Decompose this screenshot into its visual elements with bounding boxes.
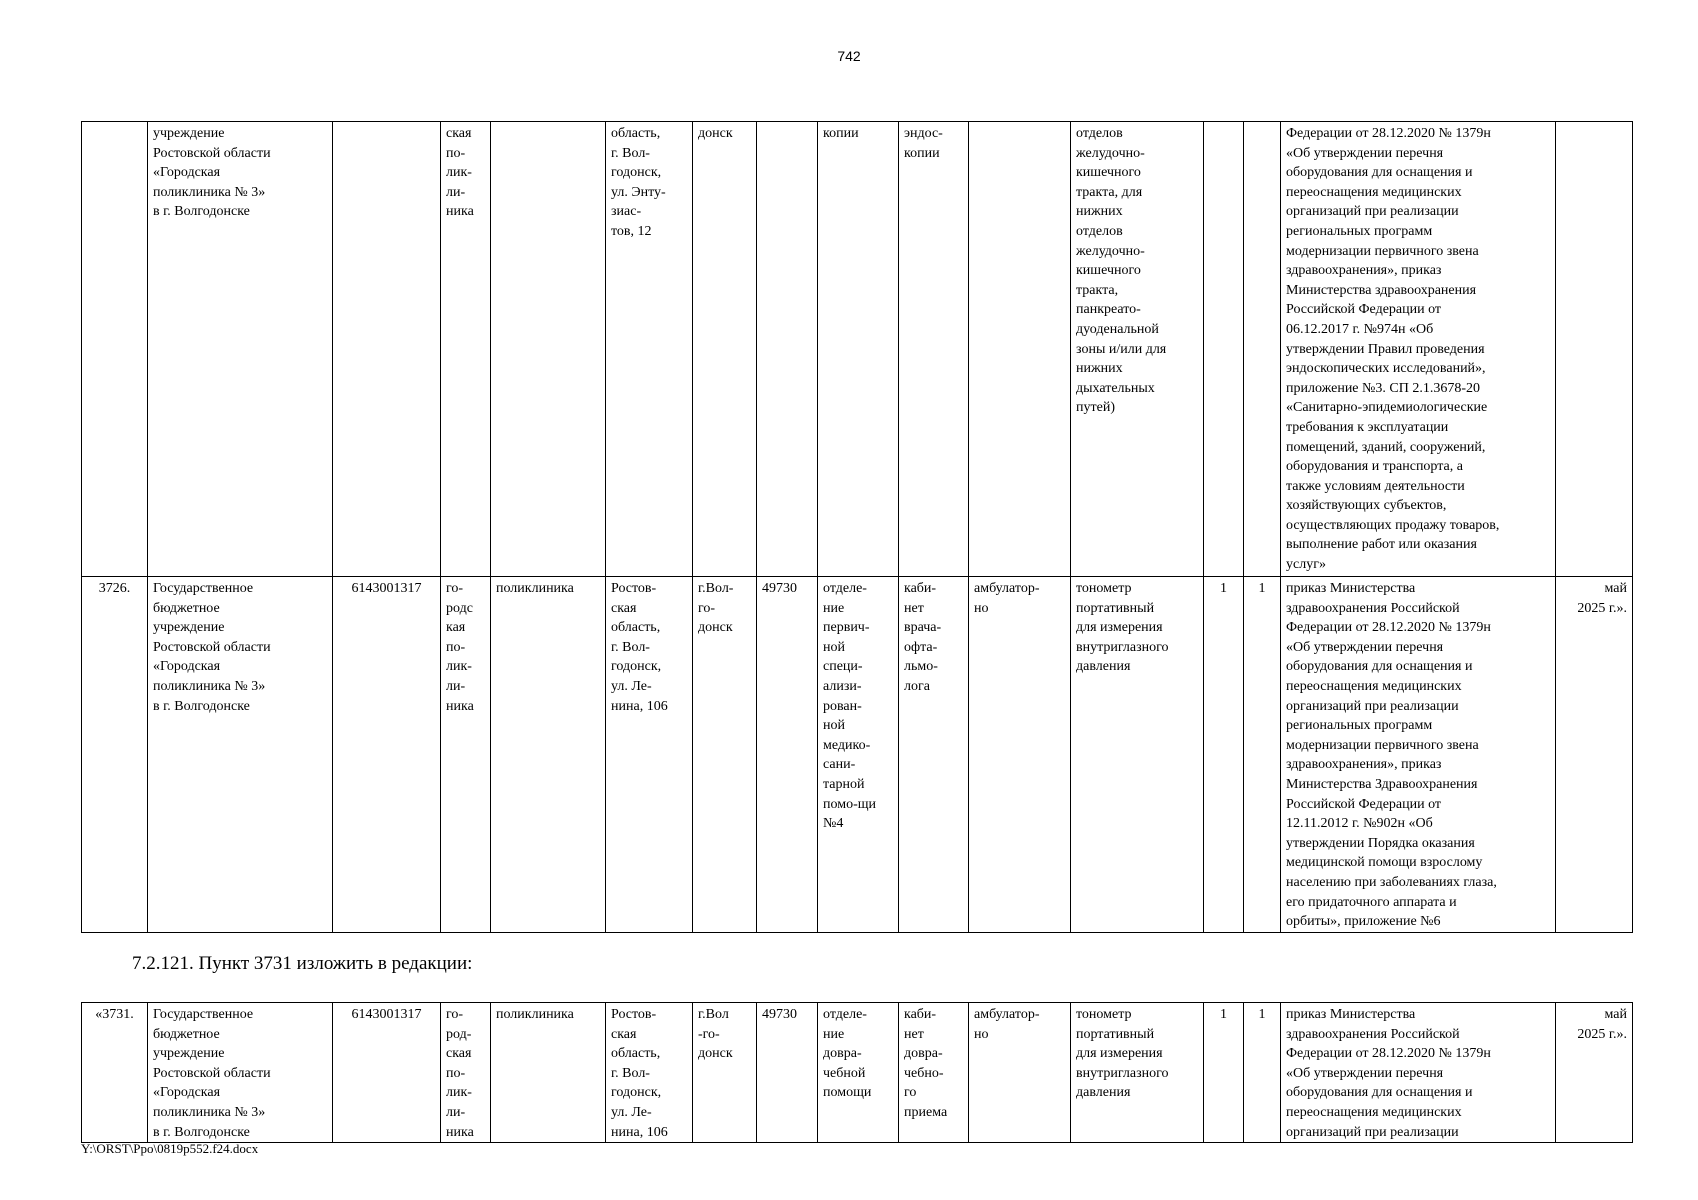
quantity: 1 bbox=[1244, 577, 1281, 933]
department: копии bbox=[818, 122, 899, 577]
page-number: 742 bbox=[837, 48, 861, 64]
organization-name: учреждение Ростовской области «Городская поликлиника № 3» в г. Волгодонске bbox=[148, 122, 333, 577]
legal-basis: приказ Министерства здравоохранения Российской Федерации от 28.12.2020 № 1379н «Об утверждении перечня оборудования для оснащения и переоснащения медицинских организаций при реализации региональных программ модернизации первичного звена здравоохранения», приказ Министерства Здравоохранения Российской Федерации от 12.11.2012 г. №902н «Об утверждении Порядка оказания медицинской помощи взрослому населению при заболеваниях глаза, его придаточного аппарата и орбиты», приложение №6 bbox=[1281, 577, 1556, 933]
organization-type: го- род- ская по- лик- ли- ника bbox=[441, 1003, 491, 1143]
inn bbox=[333, 122, 441, 577]
address-city: донск bbox=[693, 122, 757, 577]
address-region: Ростов- ская область, г. Вол- годонск, ул. Ле- нина, 106 bbox=[606, 1003, 693, 1143]
equipment-name: тонометр портативный для измерения внутриглазного давления bbox=[1071, 577, 1204, 933]
territory-code: 49730 bbox=[757, 577, 818, 933]
organization-name: Государственное бюджетное учреждение Ростовской области «Городская поликлиника № 3» в г. Волгодонске bbox=[148, 577, 333, 933]
facility-kind: поликлиника bbox=[491, 1003, 606, 1143]
inn: 6143001317 bbox=[333, 1003, 441, 1143]
row-number: 3726. bbox=[82, 577, 148, 933]
address-city: г.Вол -го- донск bbox=[693, 1003, 757, 1143]
facility-kind: поликлиника bbox=[491, 577, 606, 933]
territory-code bbox=[757, 122, 818, 577]
delivery-date: май 2025 г.». bbox=[1556, 1003, 1633, 1143]
territory-code: 49730 bbox=[757, 1003, 818, 1143]
facility-kind bbox=[491, 122, 606, 577]
care-form: амбулатор- но bbox=[969, 1003, 1071, 1143]
cabinet: каби- нет довра- чебно- го приема bbox=[899, 1003, 969, 1143]
count: 1 bbox=[1204, 1003, 1244, 1143]
quantity bbox=[1244, 122, 1281, 577]
cabinet: каби- нет врача- офта- льмо- лога bbox=[899, 577, 969, 933]
department: отделе- ние первич- ной специ- ализи- рован- ной медико- сани- тарной помо-щи №4 bbox=[818, 577, 899, 933]
legal-basis: приказ Министерства здравоохранения Российской Федерации от 28.12.2020 № 1379н «Об утверждении перечня оборудования для оснащения и переоснащения медицинских организаций при реализации bbox=[1281, 1003, 1556, 1143]
organization-name: Государственное бюджетное учреждение Ростовской области «Городская поликлиника № 3» в г. Волгодонске bbox=[148, 1003, 333, 1143]
equipment-table-continued bbox=[81, 121, 1633, 933]
section-heading: 7.2.121. Пункт 3731 изложить в редакции: bbox=[132, 953, 473, 974]
cabinet: эндос- копии bbox=[899, 122, 969, 577]
delivery-date bbox=[1556, 122, 1633, 577]
count bbox=[1204, 122, 1244, 577]
care-form bbox=[969, 122, 1071, 577]
inn: 6143001317 bbox=[333, 577, 441, 933]
row-number bbox=[82, 122, 148, 577]
delivery-date: май 2025 г.». bbox=[1556, 577, 1633, 933]
equipment-table-revision bbox=[81, 1002, 1633, 1143]
address-city: г.Вол- го- донск bbox=[693, 577, 757, 933]
row-number: «3731. bbox=[82, 1003, 148, 1143]
count: 1 bbox=[1204, 577, 1244, 933]
equipment-name: отделов желудочно- кишечного тракта, для нижних отделов желудочно- кишечного тракта, панкреато- дуоденальной зоны и/или для нижних дыхательных путей) bbox=[1071, 122, 1204, 577]
table-row bbox=[82, 122, 1633, 577]
organization-type: го- родс кая по- лик- ли- ника bbox=[441, 577, 491, 933]
address-region: Ростов- ская область, г. Вол- годонск, ул. Ле- нина, 106 bbox=[606, 577, 693, 933]
equipment-name: тонометр портативный для измерения внутриглазного давления bbox=[1071, 1003, 1204, 1143]
legal-basis: Федерации от 28.12.2020 № 1379н «Об утверждении перечня оборудования для оснащения и переоснащения медицинских организаций при реализации региональных программ модернизации первичного звена здравоохранения», приказ Министерства здравоохранения Российской Федерации от 06.12.2017 г. №974н «Об утверждении Правил проведения эндоскопических исследований», приложение №3. СП 2.1.3678-20 «Санитарно-эпидемиологические требования к эксплуатации помещений, зданий, сооружений, оборудования и транспорта, а также условиям деятельности хозяйствующих субъектов, осуществляющих продажу товаров, выполнение работ или оказания услуг» bbox=[1281, 122, 1556, 577]
table-row bbox=[82, 577, 1633, 933]
table-row bbox=[82, 1003, 1633, 1143]
organization-type: ская по- лик- ли- ника bbox=[441, 122, 491, 577]
department: отделе- ние довра- чебной помощи bbox=[818, 1003, 899, 1143]
care-form: амбулатор- но bbox=[969, 577, 1071, 933]
footer-file-path: Y:\ORST\Ppo\0819p552.f24.docx bbox=[81, 1141, 259, 1156]
address-region: область, г. Вол- годонск, ул. Энту- зиас- тов, 12 bbox=[606, 122, 693, 577]
quantity: 1 bbox=[1244, 1003, 1281, 1143]
